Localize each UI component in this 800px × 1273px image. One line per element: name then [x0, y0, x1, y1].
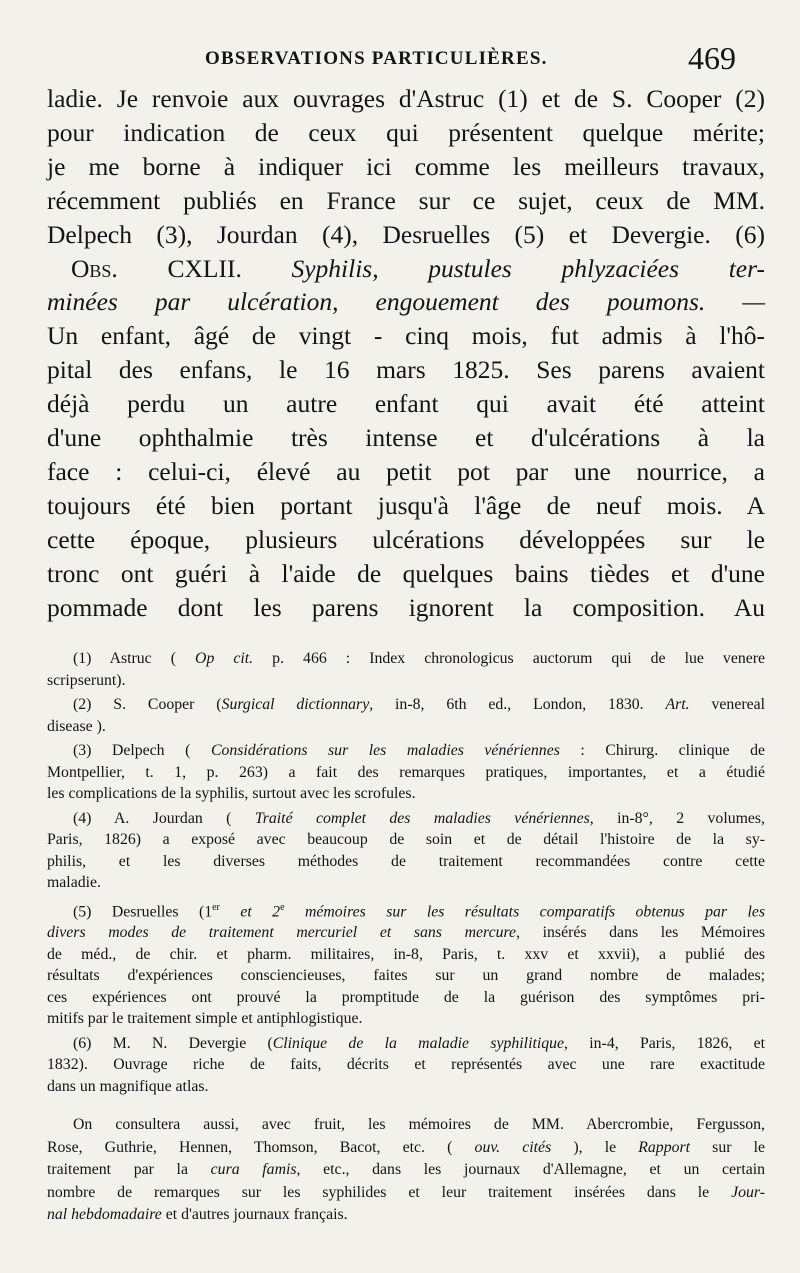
footnote-4-cont: maladie.	[47, 874, 101, 891]
page-header	[0, 38, 800, 88]
fn-text: venereal	[711, 696, 766, 713]
obs-title: Syphilis, pustules phlyzaciées ter-	[291, 253, 765, 283]
footnote-5	[47, 897, 765, 923]
fn-italic: mémoires sur les résultats comparatifs obtenus par les	[304, 902, 766, 920]
obs-number: CXLII.	[167, 253, 242, 283]
fn-text: : Chirurg. clinique de	[580, 742, 766, 759]
footnote-1-cont: scripserunt).	[47, 671, 126, 689]
fn-italic: ouv. cités	[474, 1138, 552, 1156]
fn-italic: divers modes de traitement mercuriel et sans mercure	[47, 924, 517, 942]
text-line: face : celui-ci, élevé au petit pot par une nourrice, a	[47, 456, 765, 486]
fn-text: nombre de remarques sur les syphilides et leur traitement insérées dans le	[47, 1183, 710, 1201]
text-line: ladie. Je renvoie aux ouvrages d'Astruc (1) et de S. Cooper (2)	[47, 84, 765, 113]
text-line: déjà perdu un autre enfant qui avait été atteint	[47, 389, 765, 419]
footnote-3-cont: Montpellier, t. 1, p. 263) a fait des remarques pratiques, importantes, et a étudié	[47, 763, 765, 781]
footnote-6-cont: 1832). Ouvrage riche de faits, décrits et représentés avec une rare exactitude	[47, 1056, 765, 1074]
fn-text: Rose, Guthrie, Hennen, Thomson, Bacot, etc. (	[47, 1138, 453, 1156]
closing-line	[47, 1137, 765, 1160]
fn-text: p. 466 : Index chronologicus auctorum qui de lue venere	[272, 650, 766, 667]
fn-italic: Traité complet des maladies vénériennes	[254, 809, 590, 827]
text-line: cette époque, plusieurs ulcérations développées sur le	[47, 524, 765, 554]
obs-title-cont: minées par ulcération, engouement des poumons. —	[47, 287, 765, 317]
fn-sup: er	[212, 901, 220, 913]
footnote-5-cont: ces expériences ont prouvé la promptitude de la guérison des symptômes pri-	[47, 988, 765, 1006]
fn-text: (1) Astruc (	[73, 650, 176, 667]
text-line: Un enfant, âgé de vingt - cinq mois, fut admis à l'hô-	[47, 321, 765, 351]
fn-text: et d'autres journaux français.	[165, 1206, 348, 1223]
footnotes	[47, 648, 765, 1097]
fn-text: (3) Delpech (	[73, 742, 191, 759]
fn-text: (2) S. Cooper (	[73, 696, 222, 713]
footnote-3-cont: les complications de la syphilis, surtout avec les scrofules.	[47, 785, 416, 802]
running-title: OBSERVATIONS PARTICULIÈRES.	[205, 48, 548, 69]
text-line: d'une ophthalmie très intense et d'ulcérations à la	[47, 423, 765, 453]
footnote-2-cont: disease ).	[47, 717, 106, 735]
text-line: je me borne à indiquer ici comme les meilleurs travaux,	[47, 151, 765, 181]
closing-line	[47, 1159, 765, 1182]
footnote-6-cont: dans un magnifique atlas.	[47, 1077, 209, 1095]
footnote-5-cont	[47, 922, 765, 944]
text-line: récemment publiés en France sur ce sujet, ceux de MM.	[47, 185, 765, 215]
footnote-4-cont: philis, et les diverses méthodes de traitement recommandées contre cette	[47, 852, 765, 870]
fn-italic: Op cit.	[195, 650, 254, 667]
footnote-2	[47, 694, 765, 716]
fn-text: sur le	[712, 1138, 766, 1156]
fn-italic: et 2	[240, 902, 281, 920]
closing-line: On consultera aussi, avec fruit, les mémoires de MM. Abercrombie, Fergusson,	[73, 1116, 765, 1133]
closing-note	[47, 1114, 765, 1227]
footnote-5-cont: de méd., de chir. et pharm. militaires, in-8, Paris, t. xxv et xxvii), a publié des	[47, 945, 765, 963]
fn-italic: cura famis	[210, 1161, 297, 1178]
fn-italic: Art.	[665, 696, 690, 713]
text-line: toujours été bien portant jusqu'à l'âge de neuf mois. A	[47, 490, 765, 520]
footnote-1	[47, 648, 765, 670]
text-line: tronc ont guéri à l'aide de quelques bains tièdes et d'une	[47, 558, 765, 588]
fn-text: (5) Desruelles (	[73, 902, 205, 920]
fn-text: traitement par la	[47, 1161, 188, 1178]
footnote-4-cont: Paris, 1826) a exposé avec beaucoup de soin et de détail l'histoire de la sy-	[47, 831, 765, 848]
fn-text: 1	[204, 902, 213, 920]
text-line: pital des enfans, le 16 mars 1825. Ses parens avaient	[47, 355, 765, 385]
footnote-5-cont: mitifs par le traitement simple et antiphlogistique.	[47, 1010, 363, 1028]
fn-text: , in-8, 6th ed., London, 1830.	[369, 696, 644, 713]
fn-italic: Rapport	[638, 1138, 691, 1156]
observation-heading	[47, 252, 765, 286]
fn-text: (6) M. N. Devergie (	[73, 1034, 273, 1052]
obs-label: Obs.	[71, 253, 118, 283]
fn-text: (4) A. Jourdan (	[73, 809, 232, 827]
text-line: pour indication de ceux qui présentent quelque mérite;	[47, 117, 765, 147]
footnote-5-cont: résultats d'expériences consciencieuses, faites sur un grand nombre de malades;	[47, 967, 765, 985]
fn-sup: e	[280, 901, 285, 913]
footnote-4	[47, 808, 765, 830]
fn-italic: Considérations sur les maladies vénériennes	[210, 742, 560, 759]
fn-italic: Surgical dictionnary	[221, 696, 370, 713]
footnote-3	[47, 740, 765, 762]
fn-italic: nal hebdomadaire	[47, 1206, 162, 1223]
text-line: Delpech (3), Jourdan (4), Desruelles (5) et Devergie. (6)	[47, 219, 765, 249]
footnote-6	[47, 1033, 765, 1055]
main-text	[47, 82, 765, 625]
fn-text: , insérés dans les Mémoires	[516, 924, 765, 942]
page-number: 469	[688, 40, 736, 76]
fn-text: ), le	[573, 1138, 617, 1156]
closing-line	[47, 1182, 765, 1205]
fn-text: , in-4, Paris, 1826, et	[564, 1034, 765, 1052]
closing-line	[47, 1204, 765, 1227]
fn-italic: Jour-	[731, 1183, 765, 1201]
fn-italic: Clinique de la maladie syphilitique	[272, 1034, 565, 1052]
fn-text: , in-8°, 2 volumes,	[589, 809, 766, 827]
fn-text: , etc., dans les journaux d'Allemagne, et un certain	[296, 1161, 766, 1178]
text-line: pommade dont les parens ignorent la composition. Au	[47, 592, 765, 622]
